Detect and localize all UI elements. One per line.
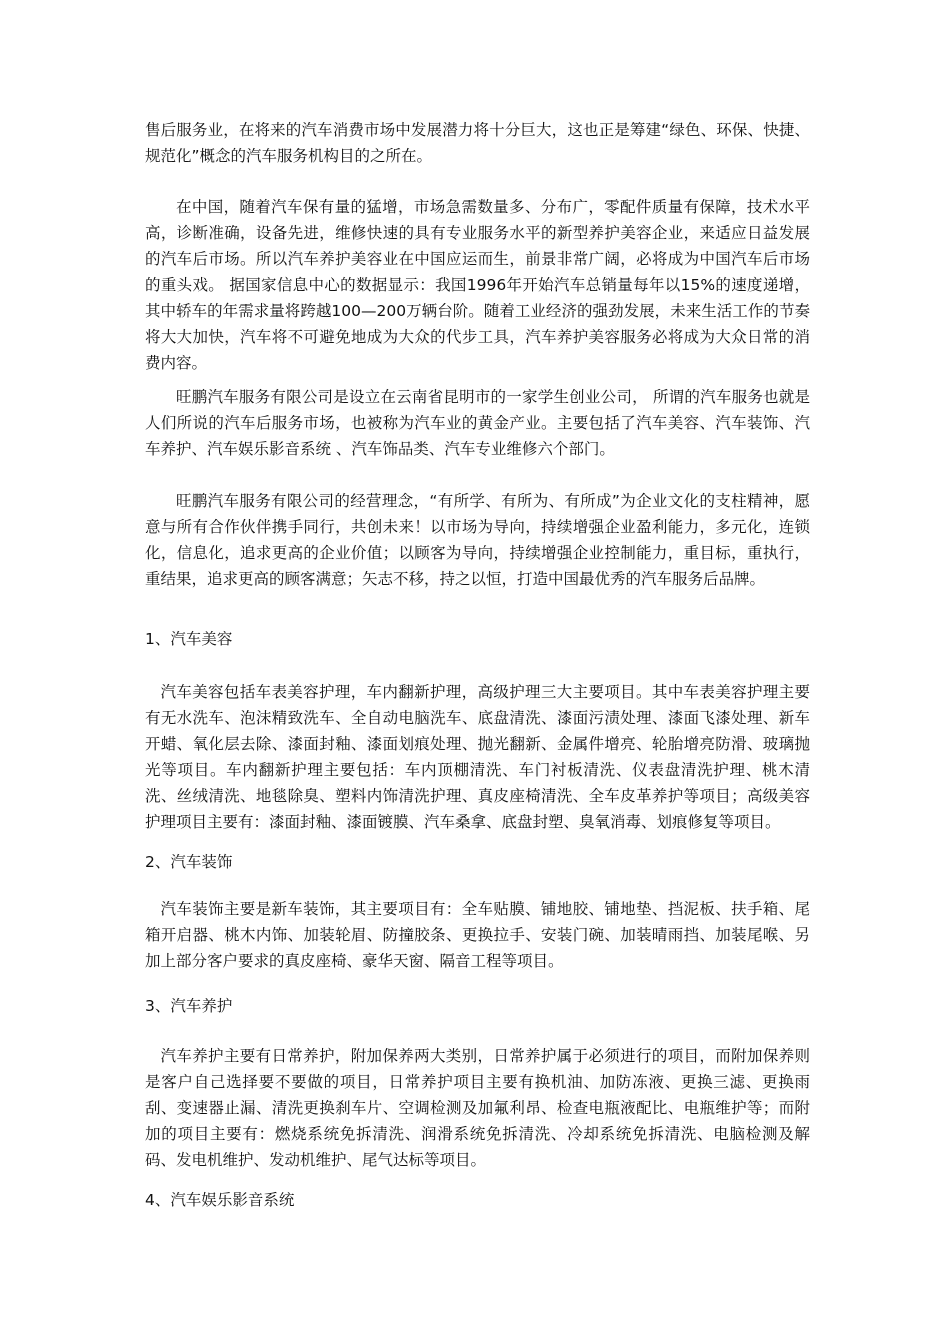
paragraph-company-intro: 旺鹏汽车服务有限公司是设立在云南省昆明市的一家学生创业公司， 所谓的汽车服务也就是人们所说的汽车后服务市场，也被称为汽车业的黄金产业。主要包括了汽车美容、汽车装饰、汽车养护、汽车娱乐影音系统 、汽车饰品类、汽车专业维修六个部门。 <box>145 388 810 458</box>
section-heading-car-decoration: 2、汽车装饰 <box>145 853 233 871</box>
paragraph-business-philosophy: 旺鹏汽车服务有限公司的经营理念，“有所学、有所为、有所成”为企业文化的支柱精神，愿意与所有合作伙伴携手同行，共创未来！以市场为导向，持续增强企业盈利能力，多元化，连锁化，信息化，追求更高的企业价值；以顾客为导向，持续增强企业控制能力，重目标，重执行，重结果，追求更高的顾客满意；矢志不移，持之以恒，打造中国最优秀的汽车服务后品牌。 <box>145 492 810 588</box>
section-heading-car-entertainment: 4、汽车娱乐影音系统 <box>145 1191 295 1209</box>
paragraph-car-beauty: 汽车美容包括车表美容护理，车内翻新护理，高级护理三大主要项目。其中车表美容护理主要有无水洗车、泡沫精致洗车、全自动电脑洗车、底盘清洗、漆面污渍处理、漆面飞漆处理、新车开蜡、氧化层去除、漆面封釉、漆面划痕处理、抛光翻新、金属件增亮、轮胎增亮防滑、玻璃抛光等项目。车内翻新护理主要包括：车内顶棚清洗、车门衬板清洗、仪表盘清洗护理、桃木清洗、丝绒清洗、地毯除臭、塑料内饰清洗护理、真皮座椅清洗、全车皮革养护等项目；高级美容护理项目主要有：漆面封釉、漆面镀膜、汽车桑拿、底盘封塑、臭氧消毒、划痕修复等项目。 <box>145 683 810 831</box>
paragraph-car-decoration: 汽车装饰主要是新车装饰，其主要项目有：全车贴膜、铺地胶、铺地垫、挡泥板、扶手箱、尾箱开启器、桃木内饰、加装轮眉、防撞胶条、更换拉手、安装门碗、加装晴雨挡、加装尾喉、另加上部分客户要求的真皮座椅、豪华天窗、隔音工程等项目。 <box>145 900 810 970</box>
paragraph-car-maintenance: 汽车养护主要有日常养护，附加保养两大类别，日常养护属于必须进行的项目，而附加保养则是客户自己选择要不要做的项目，日常养护项目主要有换机油、加防冻液、更换三滤、更换雨刮、变速器止漏、清洗更换刹车片、空调检测及加氟利昂、检查电瓶液配比、电瓶维护等；而附加的项目主要有：燃烧系统免拆清洗、润滑系统免拆清洗、冷却系统免拆清洗、电脑检测及解码、发电机维护、发动机维护、尾气达标等项目。 <box>145 1047 810 1169</box>
paragraph-china-market: 在中国，随着汽车保有量的猛增，市场急需数量多、分布广，零配件质量有保障，技术水平高，诊断准确，设备先进，维修快速的具有专业服务水平的新型养护美容企业，来适应日益发展的汽车后市场。所以汽车养护美容业在中国应运而生，前景非常广阔，必将成为中国汽车后市场的重头戏。 据国家信息中心的数据显示：我国1996年开始汽车总销量每年以15%的速度递增，其中轿车的年需求量将跨越100—200万辆台阶。随着工业经济的强劲发展，未来生活工作的节奏将大大加快，汽车将不可避免地成为大众的代步工具，汽车养护美容服务必将成为大众日常的消费内容。 <box>145 198 810 372</box>
section-heading-car-maintenance: 3、汽车养护 <box>145 997 233 1015</box>
section-heading-car-beauty: 1、汽车美容 <box>145 630 233 648</box>
paragraph-intro-continuation: 售后服务业，在将来的汽车消费市场中发展潜力将十分巨大，这也正是筹建“绿色、环保、快捷、规范化”概念的汽车服务机构目的之所在。 <box>145 121 810 165</box>
